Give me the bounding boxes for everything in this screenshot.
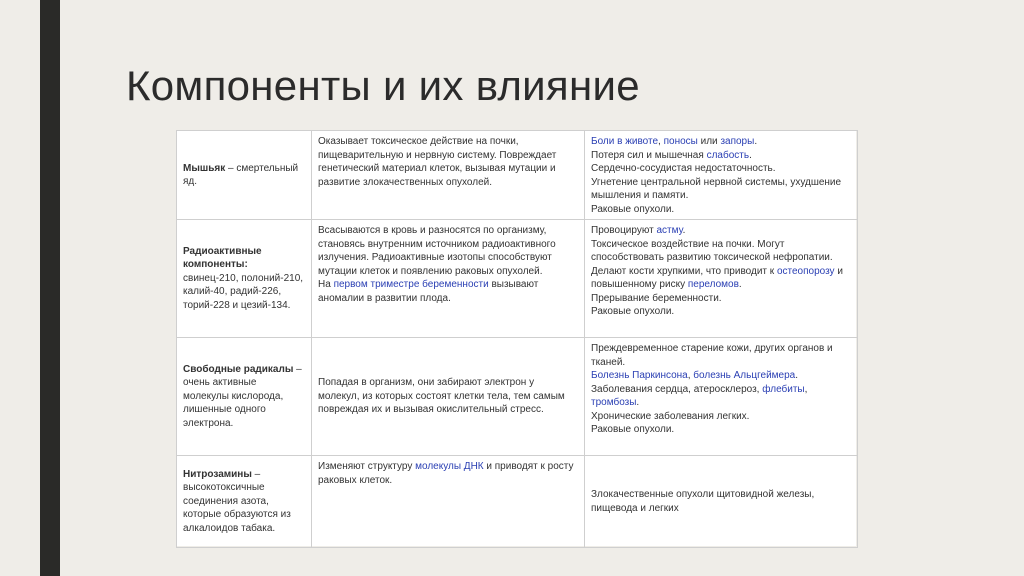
effect-line: Раковые опухоли. xyxy=(591,424,675,435)
link-asthma[interactable]: астму xyxy=(656,225,683,236)
link-phlebitis[interactable]: флебиты xyxy=(762,383,805,395)
effect-line: Токсическое воздействие на почки. Могут способствовать развитию токсической нефропатии. xyxy=(591,238,833,263)
link-abdominal-pain[interactable]: Боли в животе xyxy=(591,136,659,147)
component-desc: – очень активные молекулы кислорода, лишенные одного электрона. xyxy=(183,363,302,429)
cell-mechanism xyxy=(312,456,585,548)
effect-text: . xyxy=(636,397,640,408)
table-row-arsenic xyxy=(177,131,858,220)
link-first-trimester[interactable]: первом триместре беременности xyxy=(333,279,489,290)
effect-line: Хронические заболевания легких. xyxy=(591,410,750,422)
cell-effects xyxy=(585,456,858,548)
cell-component xyxy=(177,338,312,456)
effect-text: , xyxy=(687,370,694,381)
effect-text: Провоцируют xyxy=(591,225,657,236)
component-name: Мышьяк xyxy=(183,162,226,174)
effect-text: или xyxy=(697,136,721,147)
mechanism-text xyxy=(318,278,578,305)
slide-title: Компоненты и их влияние xyxy=(126,62,640,109)
cell-effects xyxy=(585,220,858,338)
link-weakness[interactable]: слабость xyxy=(706,149,750,161)
mechanism-part: вызывают аномалии в развитии плода. xyxy=(318,279,539,304)
mechanism-part: и приводят к росту раковых клеток. xyxy=(318,461,574,486)
cell-effects xyxy=(585,338,858,456)
link-osteoporosis[interactable]: остеопорозу xyxy=(776,265,835,277)
cell-mechanism xyxy=(312,220,585,338)
cell-component xyxy=(177,131,312,220)
table xyxy=(176,130,858,548)
table-row-radioactive xyxy=(177,220,858,338)
effect-line: Раковые опухоли. xyxy=(591,306,675,317)
effect-line xyxy=(591,224,851,238)
link-constipation[interactable]: запоры xyxy=(720,136,755,147)
cell-mechanism xyxy=(312,338,585,456)
table-row-nitrosamines xyxy=(177,456,858,548)
effect-line xyxy=(591,149,851,163)
effect-text: , xyxy=(804,383,808,395)
effect-text: . xyxy=(749,149,752,161)
effect-line xyxy=(591,265,851,292)
link-dna-molecule[interactable]: молекулы ДНК xyxy=(415,461,484,472)
effect-line xyxy=(591,369,851,383)
cell-component xyxy=(177,220,312,338)
effect-line: Угнетение центральной нервной системы, ухудшение мышления и памяти. xyxy=(591,176,842,201)
effect-text: Заболевания сердца, атеросклероз, xyxy=(591,383,763,395)
cell-component xyxy=(177,456,312,548)
link-thrombosis[interactable]: тромбозы xyxy=(591,397,637,408)
component-desc: – смертельный яд. xyxy=(183,162,299,187)
effect-line xyxy=(591,135,851,149)
effect-text: . xyxy=(682,225,686,236)
mechanism-part: На xyxy=(318,279,334,290)
effect-line: Раковые опухоли. xyxy=(591,203,675,215)
mechanism-text: Оказывает токсическое действие на почки, пищеварительную и нервную систему. Повреждает генетический материал клеток, вызывая мутации и развитие злокачественных опухолей. xyxy=(318,136,557,188)
effect-text: Потеря сил и мышечная xyxy=(591,149,707,161)
mechanism-part: Изменяют структуру xyxy=(318,461,416,472)
table-row-free-radicals xyxy=(177,338,858,456)
mechanism-text: Всасываются в кровь и разносятся по организму, становясь внутренним источником радиоактивного излучения. Радиоактивные изотопы способствуют мутации клеток и появлению раковых опухолей. xyxy=(318,225,556,277)
link-fractures[interactable]: переломов xyxy=(687,279,739,290)
cell-mechanism xyxy=(312,131,585,220)
effect-line xyxy=(591,383,851,410)
effect-line: Преждевременное старение кожи, других органов и тканей. xyxy=(591,343,833,368)
effect-text: , xyxy=(658,136,664,147)
link-alzheimers[interactable]: болезнь Альцгеймера xyxy=(693,370,796,381)
effect-line: Прерывание беременности. xyxy=(591,292,722,304)
effect-text: и повышенному риску xyxy=(591,265,843,290)
effect-text: . xyxy=(754,136,758,147)
component-desc: – высокотоксичные соединения азота, которые образуются из алкалоидов табака. xyxy=(183,468,291,534)
cell-effects xyxy=(585,131,858,220)
components-table xyxy=(176,130,856,546)
effect-text: Делают кости хрупкими, что приводит к xyxy=(591,265,777,277)
left-accent-bar xyxy=(40,0,60,576)
effect-text: . xyxy=(795,370,798,381)
effect-text: . xyxy=(738,279,742,290)
component-name: Радиоактивные компоненты: xyxy=(183,245,262,271)
component-name: Нитрозамины xyxy=(183,468,252,480)
component-name: Свободные радикалы xyxy=(183,363,294,375)
effect-line: Злокачественные опухоли щитовидной железы, пищевода и легких xyxy=(591,489,815,514)
link-diarrhea[interactable]: поносы xyxy=(663,136,698,147)
effect-line: Сердечно-сосудистая недостаточность. xyxy=(591,163,776,174)
component-desc: свинец-210, полоний-210, калий-40, радий-226, торий-228 и цезий-134. xyxy=(183,272,304,311)
link-parkinsons[interactable]: Болезнь Паркинсона xyxy=(591,370,688,381)
mechanism-text: Попадая в организм, они забирают электрон у молекул, из которых состоят клетки тела, тем самым повреждая их и вызывая окислительный стресс. xyxy=(318,377,565,416)
